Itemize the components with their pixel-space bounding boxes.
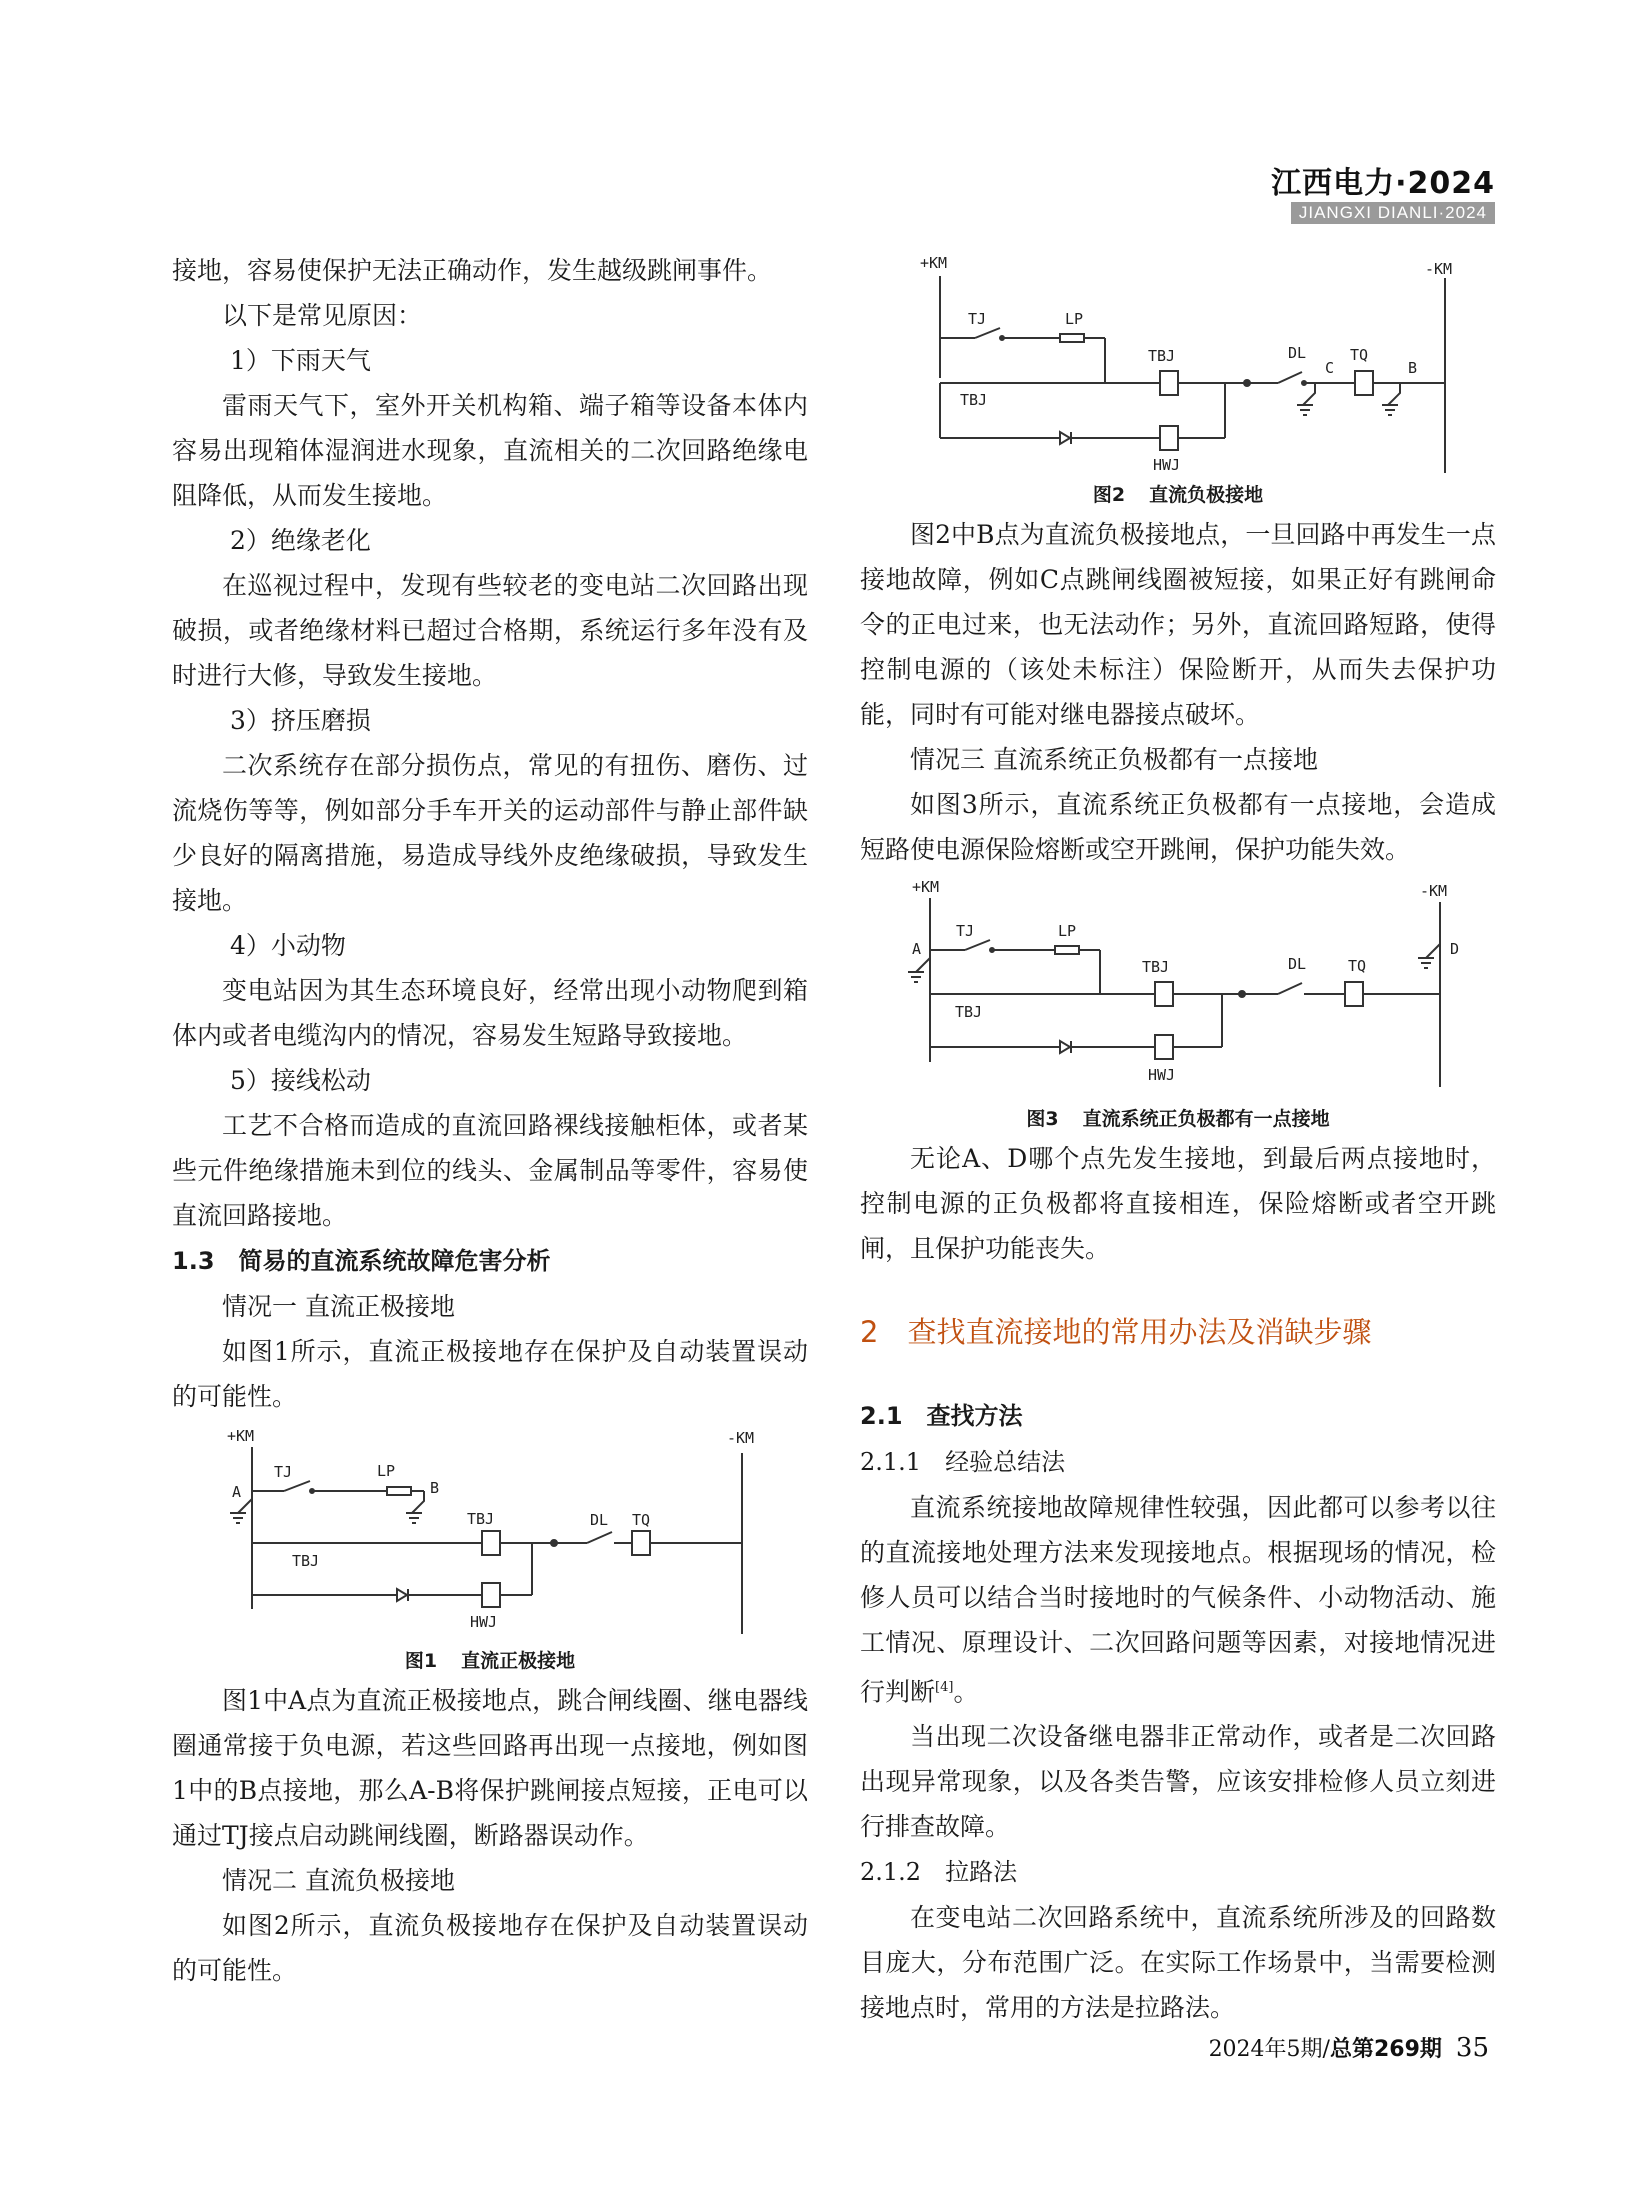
tj-label: TJ [956,922,975,940]
paragraph: 当出现二次设备继电器非正常动作，或者是二次回路出现异常现象，以及各类告警，应该安排检修人员立刻进行排查故障。 [860,1722,1496,1842]
neg-label: -KM [727,1429,755,1447]
figure-caption [860,1102,1496,1136]
circuit-diagram-2 [860,248,1496,478]
figure-title: 直流系统正负极都有一点接地 [1082,1108,1330,1130]
tbj-contact-label: TBJ [292,1552,320,1570]
chapter-heading: 2 查找直流接地的常用办法及消缺步骤 [860,1315,1372,1349]
figure-number: 图1 [404,1650,438,1672]
citation[interactable]: [4] [935,1680,954,1695]
tq-label: TQ [1350,346,1369,364]
point-b-label: B [430,1479,440,1497]
page-footer [1209,2032,1489,2063]
subsection-heading: 2.1.1 经验总结法 [860,1448,1066,1476]
figure-1 [172,1419,808,1678]
pos-label: +KM [920,254,948,272]
figure-caption [860,478,1496,512]
cause-title: 2）绝缘老化 [230,526,371,555]
dl-label: DL [590,1511,609,1529]
case-title: 情况一 直流正极接地 [222,1292,455,1321]
right-column [860,248,1496,2030]
circuit-diagram-3 [860,872,1496,1102]
point-a-label: A [912,940,922,958]
hwj-label: HWJ [1148,1066,1176,1084]
lp-label: LP [1058,922,1077,940]
journal-subtitle: JIANGXI DIANLI·2024 [1291,202,1495,224]
figure-number: 图2 [1092,484,1126,506]
paragraph: 如图2所示，直流负极接地存在保护及自动装置误动的可能性。 [172,1911,808,1985]
point-c-label: C [1325,359,1335,377]
figure-3 [860,872,1496,1136]
neg-label: -KM [1425,260,1453,278]
case-title: 情况三 直流系统正负极都有一点接地 [910,745,1318,774]
figure-title: 直流负极接地 [1149,484,1264,506]
hwj-label: HWJ [470,1613,498,1631]
paragraph-text: 直流系统接地故障规律性较强，因此都可以参考以往的直流接地处理方法来发现接地点。根据现场的情况，检修人员可以结合当时接地时的气候条件、小动物活动、施工情况、原理设计、二次回路问题等因素，对接地情况进行判断 [860,1493,1496,1707]
paragraph: 工艺不合格而造成的直流回路裸线接触柜体，或者某些元件绝缘措施未到位的线头、金属制品等零件，容易使直流回路接地。 [172,1111,808,1230]
paragraph: 在巡视过程中，发现有些较老的变电站二次回路出现破损，或者绝缘材料已超过合格期，系统运行多年没有及时进行大修，导致发生接地。 [172,571,808,690]
tbj-contact-label: TBJ [960,391,988,409]
tq-label: TQ [1348,957,1367,975]
lp-label: LP [377,1462,396,1480]
figure-2 [860,248,1496,512]
paragraph [860,1485,1496,1714]
circuit-diagram-1 [172,1419,808,1644]
journal-title: 江西电力·2024 [1271,166,1495,201]
paragraph: 如图1所示，直流正极接地存在保护及自动装置误动的可能性。 [172,1337,808,1411]
paragraph: 无论A、D哪个点先发生接地，到最后两点接地时，控制电源的正负极都将直接相连，保险熔断或者空开跳闸，且保护功能丧失。 [860,1144,1496,1263]
paragraph: 二次系统存在部分损伤点，常见的有扭伤、磨伤、过流烧伤等等，例如部分手车开关的运动部件与静止部件缺少良好的隔离措施，易造成导线外皮绝缘破损，导致发生接地。 [172,751,808,915]
tbj-contact-label: TBJ [955,1003,983,1021]
page-number: 35 [1455,2033,1489,2063]
point-a-label: A [232,1483,242,1501]
figure-title: 直流正极接地 [461,1650,576,1672]
tj-label: TJ [968,310,987,328]
case-title: 情况二 直流负极接地 [222,1866,455,1895]
paragraph: 图2中B点为直流负极接地点，一旦回路中再发生一点接地故障，例如C点跳闸线圈被短接，如果正好有跳闸命令的正电过来，也无法动作；另外，直流回路短路，使得控制电源的（该处未标注）保险断开，从而失去保护功能，同时有可能对继电器接点破坏。 [860,520,1496,729]
tq-label: TQ [632,1511,651,1529]
tbj-label: TBJ [1142,958,1170,976]
paragraph: 在变电站二次回路系统中，直流系统所涉及的回路数目庞大，分布范围广泛。在实际工作场景中，当需要检测接地点时，常用的方法是拉路法。 [860,1903,1496,2023]
left-column [172,248,808,1993]
figure-caption [172,1644,808,1678]
section-heading: 2.1 查找方法 [860,1402,1023,1430]
hwj-label: HWJ [1153,456,1181,474]
tj-label: TJ [274,1463,293,1481]
paragraph: 变电站因为其生态环境良好，经常出现小动物爬到箱体内或者电缆沟内的情况，容易发生短路导致接地。 [172,976,808,1050]
paragraph: 接地，容易使保护无法正确动作，发生越级跳闸事件。 [172,256,773,285]
figure-number: 图3 [1026,1108,1059,1130]
section-heading: 1.3 简易的直流系统故障危害分析 [172,1247,551,1275]
tbj-label: TBJ [467,1510,495,1528]
paragraph: 雷雨天气下，室外开关机构箱、端子箱等设备本体内容易出现箱体湿润进水现象，直流相关的二次回路绝缘电阻降低，从而发生接地。 [172,391,808,510]
paragraph: 如图3所示，直流系统正负极都有一点接地，会造成短路使电源保险熔断或空开跳闸，保护功能失效。 [860,790,1496,864]
subsection-heading: 2.1.2 拉路法 [860,1858,1018,1887]
point-b-label: B [1408,359,1418,377]
point-d-label: D [1450,940,1460,958]
tbj-label: TBJ [1148,347,1176,365]
cause-title: 4）小动物 [230,931,346,960]
pos-label: +KM [227,1427,255,1445]
neg-label: -KM [1420,882,1448,900]
pos-label: +KM [912,878,940,896]
cause-title: 3）挤压磨损 [230,706,371,735]
total-issue: 总第269期 [1329,2037,1442,2062]
cause-title: 1）下雨天气 [230,346,371,375]
paragraph: 图1中A点为直流正极接地点，跳合闸线圈、继电器线圈通常接于负电源，若这些回路再出现一点接地，例如图1中的B点接地，那么A-B将保护跳闸接点短接，正电可以通过TJ接点启动跳闸线圈，断路器误动作。 [172,1686,808,1850]
paragraph: 以下是常见原因： [222,301,423,330]
cause-title: 5）接线松动 [230,1066,371,1095]
paragraph-end: 。 [953,1677,979,1707]
issue-label: 2024年5期/ [1208,2037,1330,2062]
dl-label: DL [1288,955,1307,973]
lp-label: LP [1065,310,1084,328]
dl-label: DL [1288,344,1307,362]
